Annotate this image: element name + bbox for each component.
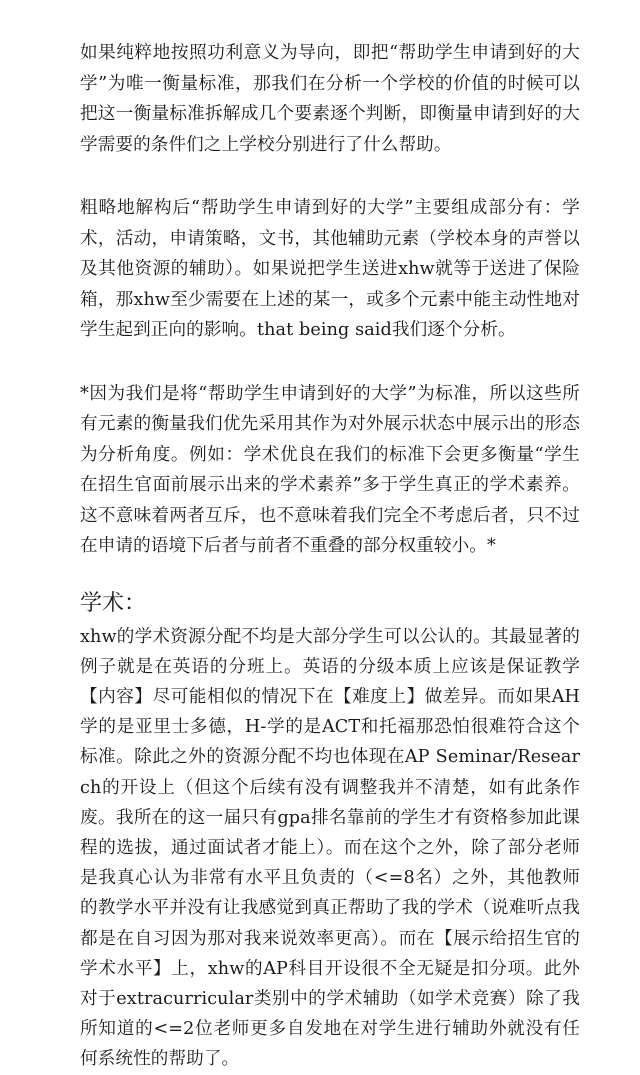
section-heading-academics: 学术： — [80, 590, 147, 616]
paragraph-academics: xhw的学术资源分配不均是大部分学生可以公认的。其最显著的例子就是在英语的分班上。英语的分级本质上应该是保证教学【内容】尽可能相似的情况下在【难度上】做差异。而如果AH学的是亚里士多德，H-学的是ACT和托福那恐怕很难符合这个标准。除此之外的资源分配不均也体现在AP Seminar/Research的开设上（但这个后续有没有调整我并不清楚，如有此条作废。我所在的这一届只有gpa排名靠前的学生才有资格参加此课程的选拔，通过面试者才能上）。而在这个之外，除了部分老师是我真心认为非常有水平且负责的（<=8名）之外，其他教师的教学水平并没有让我感觉到真正帮助了我的学术（说难听点我都是在自习因为那对我来说效率更高）。而在【展示给招生官的学术水平】上，xhw的AP科目开设很不全无疑是扣分项。此外对于extracurricular类别中的学术辅助（如学术竞赛）除了我所知道的<=2位老师更多自发地在对学生进行辅助外就没有任何系统性的帮助了。 — [80, 626, 580, 1070]
paragraph-components: 粗略地解构后“帮助学生申请到好的大学”主要组成部分有：学术，活动，申请策略，文书，其他辅助元素（学校本身的声誉以及其他资源的辅助）。如果说把学生送进xhw就等于送进了保险箱，那xhw至少需要在上述的某一，或多个元素中能主动性地对学生起到正向的影响。that being said我们逐个分析。 — [80, 198, 580, 340]
paragraph-intro: 如果纯粹地按照功利意义为导向，即把“帮助学生申请到好的大学”为唯一衡量标准，那我们在分析一个学校的价值的时候可以把这一衡量标准拆解成几个要素逐个判断，即衡量申请到好的大学需要的条件们之上学校分别进行了什么帮助。 — [80, 43, 580, 155]
paragraph-note: *因为我们是将“帮助学生申请到好的大学”为标准，所以这些所有元素的衡量我们优先采用其作为对外展示状态中展示出的形态为分析角度。例如：学术优良在我们的标准下会更多衡量“学生在招生官面前展示出来的学术素养”多于学生真正的学术素养。这不意味着两者互斥，也不意味着我们完全不考虑后者，只不过在申请的语境下后者与前者不重叠的部分权重较小。* — [80, 383, 580, 556]
